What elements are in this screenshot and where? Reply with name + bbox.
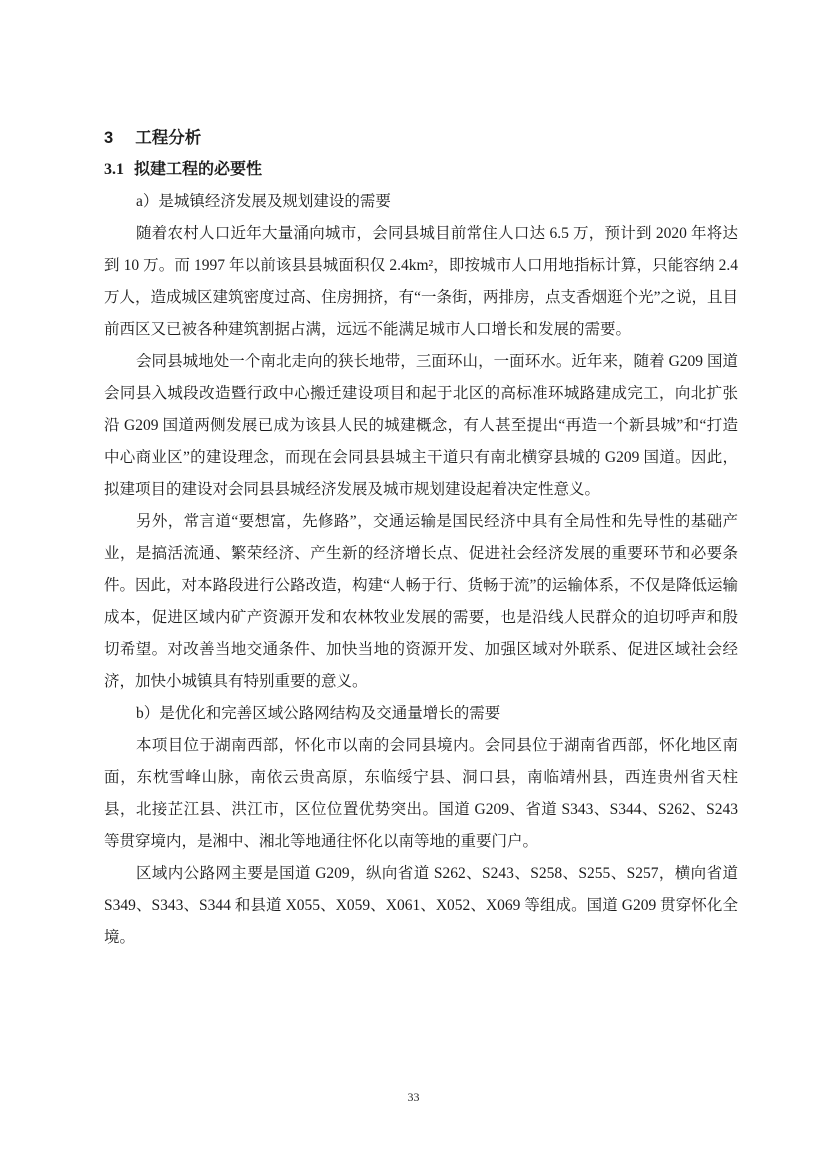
list-item-b-label: b）是优化和完善区域公路网结构及交通量增长的需要 <box>136 705 501 722</box>
chapter-title: 工程分析 <box>135 129 202 147</box>
chapter-heading <box>104 122 738 154</box>
page-number: 33 <box>407 1090 420 1104</box>
paragraph-3: 另外，常言道“要想富，先修路”，交通运输是国民经济中具有全局性和先导性的基础产业，是搞活流通、繁荣经济、产生新的经济增长点、促进社会经济发展的重要环节和必要条件。因此，对本路段进行公路改造，构建“人畅于行、货畅于流”的运输体系，不仅是降低运输成本，促进区域内矿产资源开发和农林牧业发展的需要，也是沿线人民群众的迫切呼声和殷切希望。对改善当地交通条件、加快当地的资源开发、加强区域对外联系、促进区域社会经济，加快小城镇具有特别重要的意义。 <box>104 513 738 690</box>
paragraph-2: 会同县城地处一个南北走向的狭长地带，三面环山，一面环水。近年来，随着 G209 国道会同县入城段改造暨行政中心搬迁建设项目和起于北区的高标准环城路建成完工，向北扩张沿 G209 国道两侧发展已成为该县人民的城建概念，有人甚至提出“再造一个新县城”和“打造中心商业区”的建设理念，而现在会同县县城主干道只有南北横穿县城的 G209 国道。因此，拟建项目的建设对会同县县城经济发展及城市规划建设起着决定性意义。 <box>104 353 738 498</box>
section-heading <box>104 154 738 186</box>
section-title: 拟建工程的必要性 <box>134 161 263 178</box>
document-body <box>104 122 738 954</box>
chapter-number: 3 <box>104 129 114 147</box>
section-number: 3.1 <box>104 161 124 178</box>
paragraph-1: 随着农村人口近年大量涌向城市，会同县城目前常住人口达 6.5 万，预计到 2020 年将达到 10 万。而 1997 年以前该县县城面积仅 2.4km²，即按城市人口用地指标计算，只能容纳 2.4 万人，造成城区建筑密度过高、住房拥挤，有“一条街，两排房，点支香烟逛个光”之说，且目前西区又已被各种建筑割据占满，远远不能满足城市人口增长和发展的需要。 <box>104 225 738 338</box>
list-item-a-label: a）是城镇经济发展及规划建设的需要 <box>136 193 391 210</box>
paragraph-4: 本项目位于湖南西部，怀化市以南的会同县境内。会同县位于湖南省西部，怀化地区南面，东枕雪峰山脉，南依云贵高原，东临绥宁县、洞口县，南临靖州县，西连贵州省天柱县，北接芷江县、洪江市，区位位置优势突出。国道 G209、省道 S343、S344、S262、S243 等贯穿境内，是湘中、湘北等地通往怀化以南等地的重要门户。 <box>104 737 738 850</box>
paragraph-5: 区域内公路网主要是国道 G209，纵向省道 S262、S243、S258、S255、S257，横向省道 S349、S343、S344 和县道 X055、X059、X061、X052、X069 等组成。国道 G209 贯穿怀化全境。 <box>104 865 738 946</box>
